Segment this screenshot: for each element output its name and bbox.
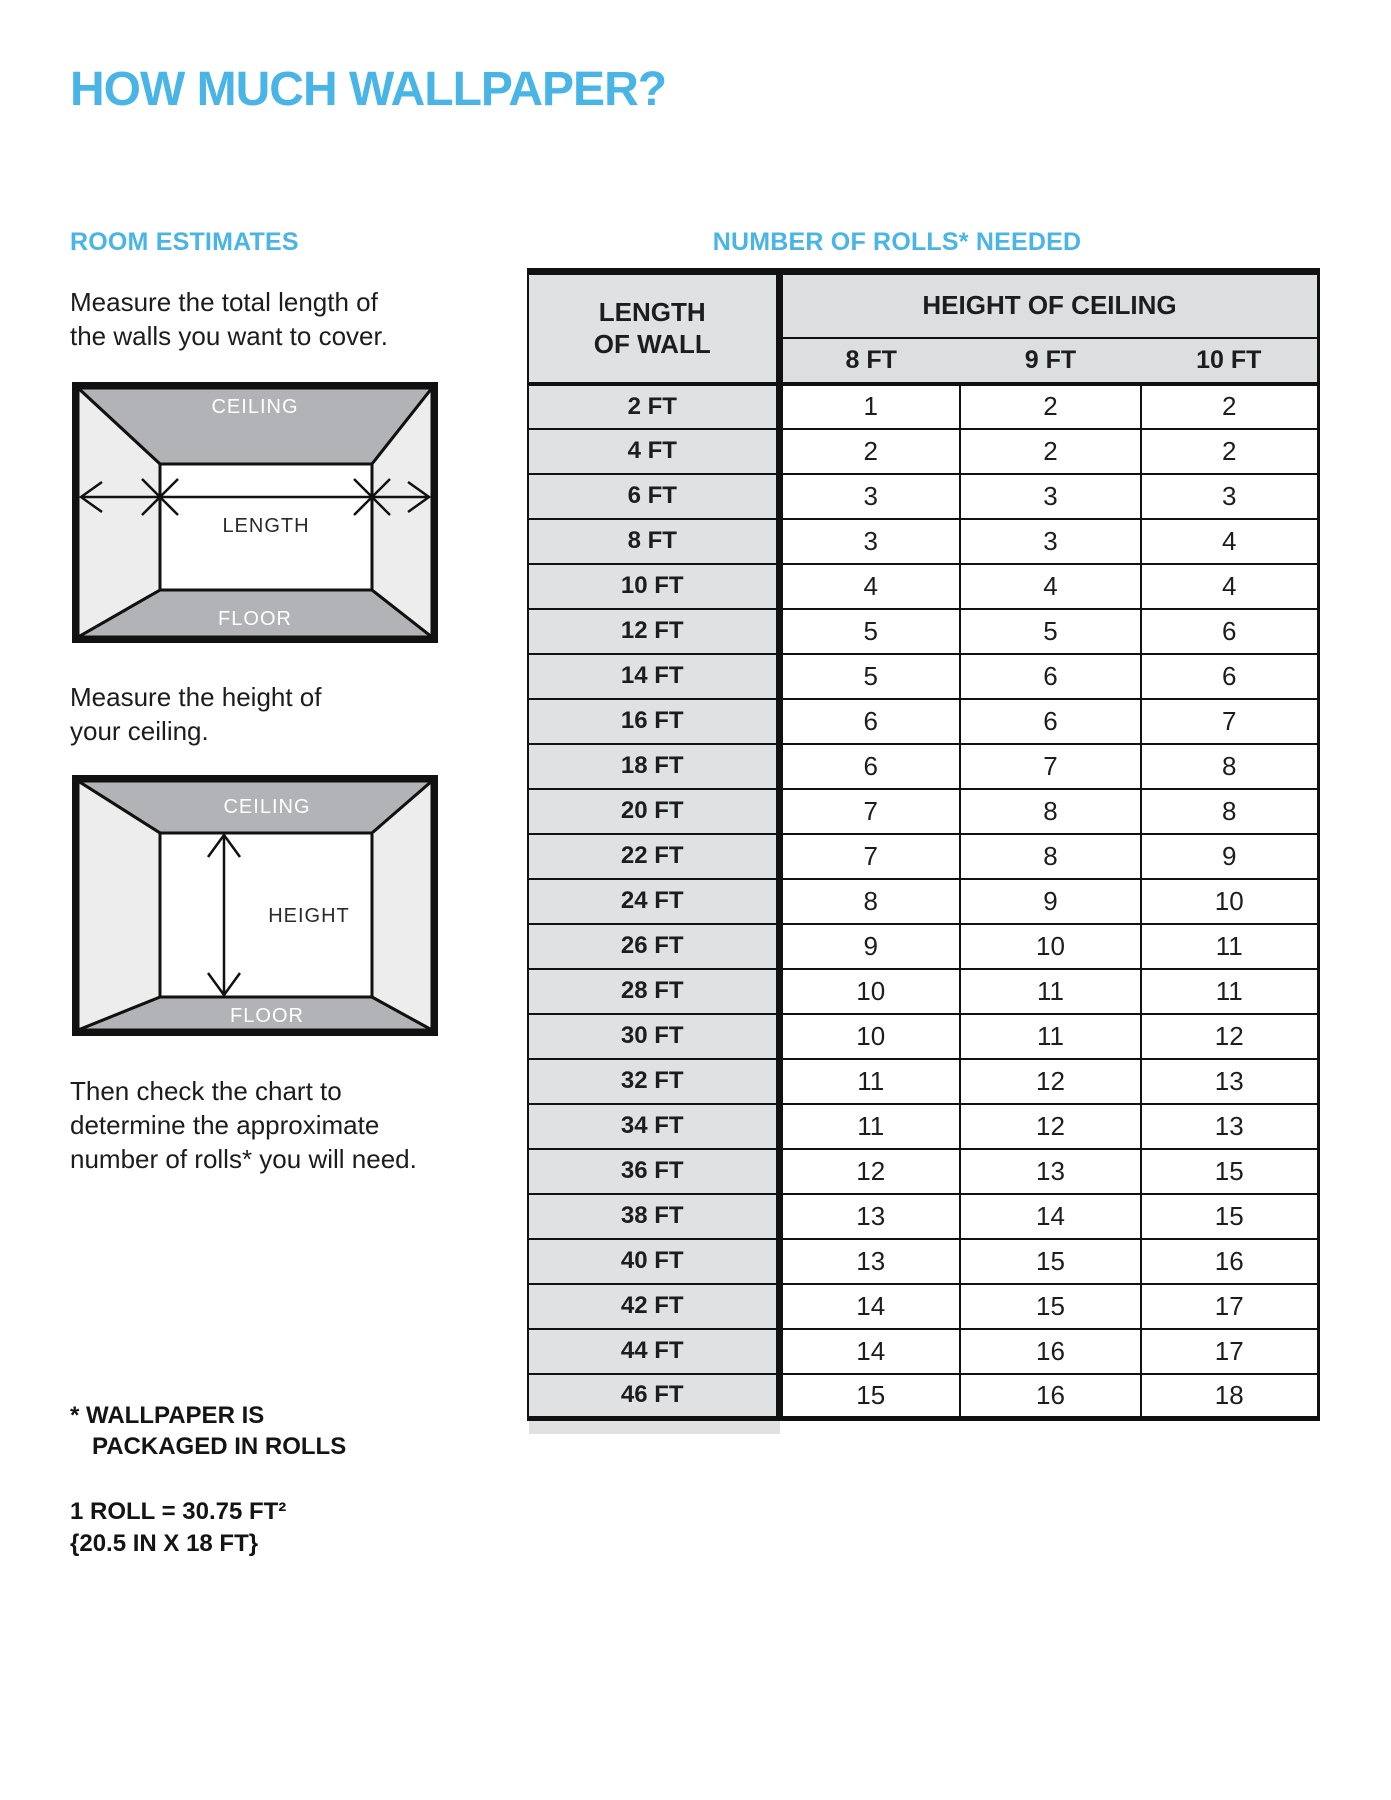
room-estimates-heading: ROOM ESTIMATES — [70, 228, 299, 256]
rolls-value-cell: 13 — [779, 1239, 960, 1284]
page-title: HOW MUCH WALLPAPER? — [70, 63, 667, 116]
rolls-value-cell: 16 — [1141, 1239, 1318, 1284]
rolls-value-cell: 8 — [960, 789, 1141, 834]
rolls-value-cell: 6 — [960, 699, 1141, 744]
rolls-value-cell: 1 — [779, 384, 960, 429]
wall-length-cell: 2 FT — [528, 384, 779, 429]
wall-length-cell: 42 FT — [528, 1284, 779, 1329]
rolls-value-cell: 13 — [960, 1149, 1141, 1194]
rolls-value-cell: 11 — [960, 1014, 1141, 1059]
rolls-value-cell: 14 — [779, 1284, 960, 1329]
wall-length-cell: 46 FT — [528, 1374, 779, 1419]
rolls-value-cell: 7 — [960, 744, 1141, 789]
table-row — [528, 1059, 1318, 1104]
roll-size-line: 1 ROLL = 30.75 FT² — [70, 1498, 287, 1525]
col-group-header: HEIGHT OF CEILING — [779, 272, 1318, 338]
rolls-value-cell: 2 — [960, 429, 1141, 474]
rolls-value-cell: 3 — [779, 474, 960, 519]
wall-length-cell: 18 FT — [528, 744, 779, 789]
rolls-value-cell: 16 — [960, 1329, 1141, 1374]
col-header-9ft: 9 FT — [960, 338, 1141, 384]
rolls-value-cell: 7 — [779, 789, 960, 834]
rolls-value-cell: 17 — [1141, 1284, 1318, 1329]
wall-length-cell: 16 FT — [528, 699, 779, 744]
instruction-line: Measure the height of — [70, 682, 322, 712]
rolls-value-cell: 11 — [1141, 969, 1318, 1014]
rolls-value-cell: 10 — [779, 969, 960, 1014]
instruction-line: number of rolls* you will need. — [70, 1144, 417, 1174]
length-room-diagram — [72, 382, 438, 643]
table-row — [528, 474, 1318, 519]
wall-length-cell: 26 FT — [528, 924, 779, 969]
table-row — [528, 834, 1318, 879]
rolls-value-cell: 15 — [1141, 1194, 1318, 1239]
wall-length-cell: 34 FT — [528, 1104, 779, 1149]
rolls-value-cell: 14 — [779, 1329, 960, 1374]
rolls-value-cell: 7 — [779, 834, 960, 879]
table-row — [528, 744, 1318, 789]
table-header-row-group — [528, 272, 1318, 338]
rolls-value-cell: 15 — [960, 1284, 1141, 1329]
rolls-value-cell: 16 — [960, 1374, 1141, 1419]
table-row — [528, 789, 1318, 834]
table-row — [528, 969, 1318, 1014]
rolls-value-cell: 9 — [960, 879, 1141, 924]
wall-length-cell: 20 FT — [528, 789, 779, 834]
rolls-value-cell: 10 — [1141, 879, 1318, 924]
wall-length-cell: 40 FT — [528, 1239, 779, 1284]
instruction-line: Then check the chart to — [70, 1076, 342, 1106]
wall-length-cell: 6 FT — [528, 474, 779, 519]
wall-length-cell: 22 FT — [528, 834, 779, 879]
table-row — [528, 519, 1318, 564]
floor-label: FLOOR — [218, 608, 292, 630]
col-header-8ft: 8 FT — [779, 338, 960, 384]
wall-length-cell: 38 FT — [528, 1194, 779, 1239]
row-group-line: OF WALL — [593, 329, 711, 360]
rolls-value-cell: 7 — [1141, 699, 1318, 744]
rolls-value-cell: 5 — [779, 609, 960, 654]
table-row — [528, 1104, 1318, 1149]
rolls-value-cell: 14 — [960, 1194, 1141, 1239]
table-row — [528, 699, 1318, 744]
rolls-value-cell: 9 — [1141, 834, 1318, 879]
wall-length-cell: 36 FT — [528, 1149, 779, 1194]
wall-length-cell: 12 FT — [528, 609, 779, 654]
rolls-value-cell: 12 — [1141, 1014, 1318, 1059]
rolls-value-cell: 5 — [960, 609, 1141, 654]
rolls-value-cell: 11 — [779, 1104, 960, 1149]
ceiling-label: CEILING — [223, 796, 311, 818]
rolls-value-cell: 15 — [960, 1239, 1141, 1284]
footnote-line: * WALLPAPER IS — [70, 1402, 265, 1429]
rolls-table — [527, 268, 1320, 1421]
rolls-value-cell: 17 — [1141, 1329, 1318, 1374]
roll-size-info — [70, 1496, 286, 1560]
rolls-value-cell: 13 — [779, 1194, 960, 1239]
instruction-step-2 — [70, 680, 322, 748]
wall-length-cell: 44 FT — [528, 1329, 779, 1374]
table-row — [528, 924, 1318, 969]
footnote-line: PACKAGED IN ROLLS — [92, 1433, 347, 1460]
floor-label: FLOOR — [230, 1005, 304, 1027]
rolls-value-cell: 12 — [960, 1104, 1141, 1149]
table-row — [528, 1329, 1318, 1374]
row-group-line: LENGTH — [598, 297, 706, 328]
rolls-value-cell: 6 — [960, 654, 1141, 699]
table-row — [528, 429, 1318, 474]
rolls-needed-heading: NUMBER OF ROLLS* NEEDED — [712, 228, 1082, 256]
rolls-value-cell: 10 — [960, 924, 1141, 969]
wall-length-cell: 30 FT — [528, 1014, 779, 1059]
instruction-line: determine the approximate — [70, 1110, 380, 1140]
rolls-value-cell: 6 — [1141, 609, 1318, 654]
instruction-line: your ceiling. — [70, 716, 209, 746]
rolls-value-cell: 8 — [779, 879, 960, 924]
rolls-value-cell: 9 — [779, 924, 960, 969]
height-label: HEIGHT — [268, 905, 350, 927]
ceiling-label: CEILING — [211, 396, 299, 418]
table-row — [528, 609, 1318, 654]
rolls-value-cell: 6 — [779, 699, 960, 744]
rolls-value-cell: 4 — [960, 564, 1141, 609]
wall-length-cell: 32 FT — [528, 1059, 779, 1104]
table-row — [528, 384, 1318, 429]
wall-length-cell: 24 FT — [528, 879, 779, 924]
rolls-value-cell: 6 — [1141, 654, 1318, 699]
rolls-value-cell: 18 — [1141, 1374, 1318, 1419]
row-group-header — [528, 272, 779, 384]
rolls-value-cell: 3 — [1141, 474, 1318, 519]
label-column-stub — [529, 1421, 780, 1434]
instruction-line: the walls you want to cover. — [70, 321, 388, 351]
rolls-table-wrap — [527, 268, 1317, 1434]
rolls-value-cell: 6 — [779, 744, 960, 789]
table-row — [528, 1239, 1318, 1284]
roll-size-line: {20.5 IN X 18 FT} — [70, 1530, 259, 1557]
rolls-value-cell: 11 — [1141, 924, 1318, 969]
rolls-value-cell: 12 — [779, 1149, 960, 1194]
rolls-value-cell: 3 — [960, 519, 1141, 564]
rolls-value-cell: 15 — [779, 1374, 960, 1419]
rolls-value-cell: 10 — [779, 1014, 960, 1059]
rolls-value-cell: 4 — [779, 564, 960, 609]
instruction-step-1 — [70, 285, 388, 353]
rolls-value-cell: 3 — [960, 474, 1141, 519]
wall-length-cell: 8 FT — [528, 519, 779, 564]
rolls-value-cell: 8 — [1141, 744, 1318, 789]
rolls-value-cell: 5 — [779, 654, 960, 699]
rolls-value-cell: 13 — [1141, 1104, 1318, 1149]
rolls-value-cell: 11 — [960, 969, 1141, 1014]
rolls-value-cell: 4 — [1141, 519, 1318, 564]
rolls-value-cell: 3 — [779, 519, 960, 564]
rolls-value-cell: 13 — [1141, 1059, 1318, 1104]
table-row — [528, 1149, 1318, 1194]
rolls-value-cell: 8 — [1141, 789, 1318, 834]
wall-length-cell: 10 FT — [528, 564, 779, 609]
rolls-value-cell: 2 — [1141, 384, 1318, 429]
instruction-step-3 — [70, 1074, 417, 1176]
table-row — [528, 1284, 1318, 1329]
table-row — [528, 1194, 1318, 1239]
table-row — [528, 879, 1318, 924]
table-row — [528, 654, 1318, 699]
wall-length-cell: 14 FT — [528, 654, 779, 699]
col-header-10ft: 10 FT — [1141, 338, 1318, 384]
length-label: LENGTH — [222, 515, 310, 537]
rolls-value-cell: 2 — [779, 429, 960, 474]
rolls-value-cell: 8 — [960, 834, 1141, 879]
instruction-line: Measure the total length of — [70, 287, 378, 317]
height-room-diagram — [72, 775, 438, 1036]
table-row — [528, 1374, 1318, 1419]
table-row — [528, 564, 1318, 609]
rolls-value-cell: 15 — [1141, 1149, 1318, 1194]
wall-length-cell: 4 FT — [528, 429, 779, 474]
rolls-footnote — [70, 1400, 346, 1462]
rolls-value-cell: 2 — [960, 384, 1141, 429]
rolls-value-cell: 12 — [960, 1059, 1141, 1104]
rolls-value-cell: 2 — [1141, 429, 1318, 474]
table-row — [528, 1014, 1318, 1059]
wall-length-cell: 28 FT — [528, 969, 779, 1014]
rolls-value-cell: 11 — [779, 1059, 960, 1104]
rolls-value-cell: 4 — [1141, 564, 1318, 609]
